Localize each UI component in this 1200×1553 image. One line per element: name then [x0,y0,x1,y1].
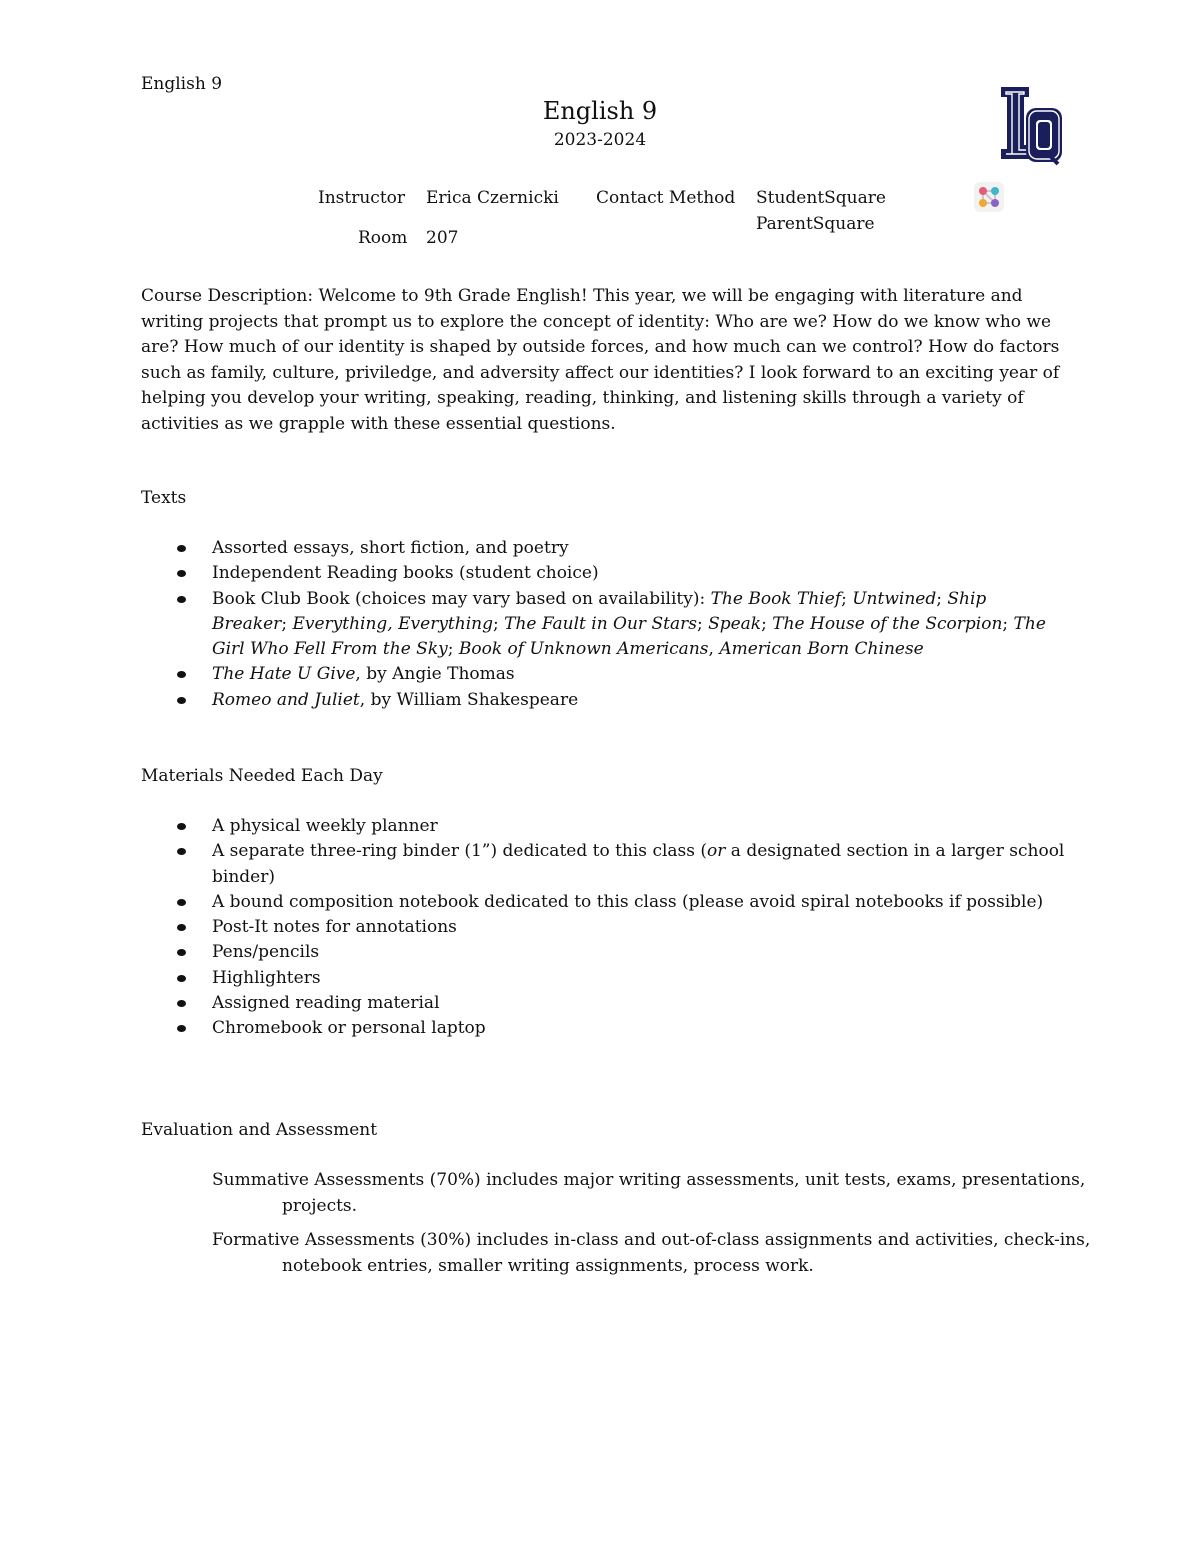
list-item [141,1016,1066,1041]
list-item-text: a designated section in a larger school binder) [212,841,1065,887]
document-title: English 9 [542,97,658,125]
separator: ; [1002,613,1014,634]
book-title: The House of the Scorpion [772,613,1003,634]
book-title: The Girl Who Fell From the Sky [212,613,1046,660]
contact-parentsquare: ParentSquare [756,214,875,234]
list-item [141,814,1066,839]
list-item-text: A separate three-ring binder (1”) dedicated to this class ( [212,841,708,862]
book-title: The Hate U Give [212,664,356,685]
list-item [141,940,1066,965]
list-item-text: Assigned reading material [212,993,440,1014]
list-item [141,890,1066,915]
list-item-text: Highlighters [212,967,321,988]
list-item [141,991,1066,1016]
formative-assessments: Formative Assessments (30%) includes in-class and out-of-class assignments and activities, check-ins, notebook entries, smaller writing assignments, process work. [212,1230,1091,1276]
book-title: Romeo and Juliet [212,689,360,710]
course-description-label: Course Description: [141,286,314,306]
book-title: The Book Thief [710,588,842,609]
book-title: Ship Breaker [212,588,987,634]
room-label: Room [358,228,408,248]
title-block [400,96,800,152]
contact-method-label: Contact Method [596,188,736,208]
course-description [141,284,1061,437]
separator: ; [696,613,709,634]
list-item-text: Chromebook or personal laptop [212,1018,486,1039]
list-item-text: Book Club Book (choices may vary based on availability): [212,588,711,609]
list-item [141,587,1066,663]
materials-heading: Materials Needed Each Day [141,766,383,786]
book-title: Speak [708,613,762,634]
instructor-name: Erica Czernicki [426,188,559,208]
summative-assessments: Summative Assessments (70%) includes major writing assessments, unit tests, exams, presentations, projects. [212,1170,1086,1216]
separator: ; [492,613,505,634]
instructor-label: Instructor [318,188,406,208]
list-item [141,915,1066,940]
list-item-text: Assorted essays, short fiction, and poetry [212,538,569,558]
book-title: Untwined [852,588,937,609]
texts-list [141,536,1066,713]
texts-heading: Texts [141,488,187,508]
list-item [141,839,1066,890]
parentsquare-app-icon [974,182,1004,212]
lo-monogram-logo-icon [998,86,1066,168]
list-item [141,966,1066,991]
list-item-text: Pens/pencils [212,942,320,963]
book-title: American Born Chinese [719,639,924,660]
list-item [141,662,1066,687]
list-item [141,536,1066,561]
separator: ; [841,588,853,609]
list-item-text: Independent Reading books (student choice) [212,563,599,584]
materials-list [141,814,1066,1042]
list-item-text: A bound composition notebook dedicated to this class (please avoid spiral notebooks if possible) [212,891,1044,912]
book-title: Book of Unknown Americans [458,639,709,660]
separator: , [708,639,720,660]
separator: ; [761,613,773,634]
document-year: 2023-2024 [553,130,647,150]
list-item [141,688,1066,713]
list-item-text: , by William Shakespeare [359,689,579,710]
room-number: 207 [426,228,459,248]
running-header: English 9 [141,74,223,94]
separator: ; [936,588,948,609]
separator: ; [447,639,459,660]
separator: ; [281,613,293,634]
emphasis-text: or [707,841,726,862]
book-title: The Fault in Our Stars [504,613,697,634]
list-item-text: Post-It notes for annotations [212,917,457,938]
contact-studentsquare: StudentSquare [756,188,886,208]
evaluation-heading: Evaluation and Assessment [141,1120,378,1140]
course-description-text: Welcome to 9th Grade English! This year, we will be engaging with literature and writing projects that prompt us to explore the concept of identity: Who are we? How do we know who we are? How much of our identity is shaped by outside forces, and how much can we control? How do factors such as family, culture, priviledge, and adversity affect our identities? I look forward to an exciting year of helping you develop your writing, speaking, reading, thinking, and listening skills through a variety of activities as we grapple with these essential questions. [141,286,1060,434]
book-title: Everything, Everything [292,613,493,634]
list-item-text: A physical weekly planner [212,816,438,836]
list-item [141,561,1066,586]
list-item-text: , by Angie Thomas [355,664,515,685]
